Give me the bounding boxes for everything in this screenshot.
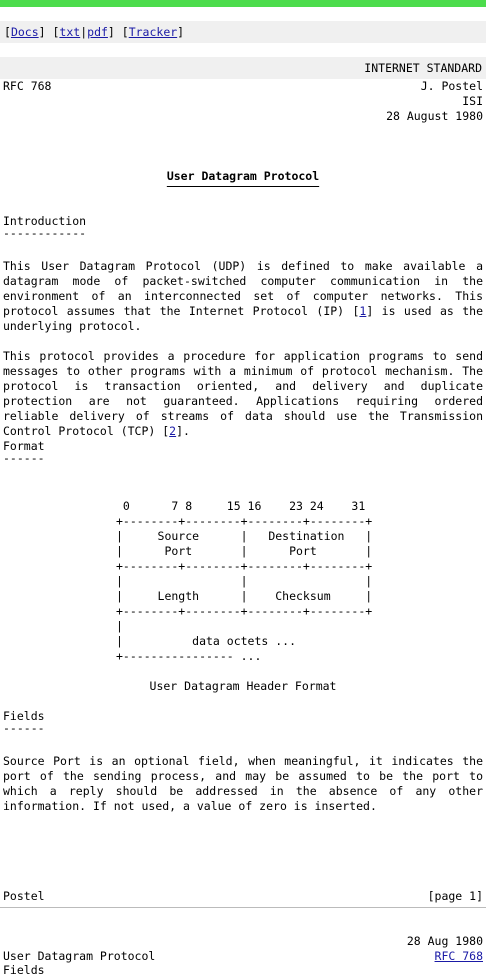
running-header-title: User Datagram Protocol bbox=[3, 949, 156, 963]
nav-bracket: ] bbox=[177, 25, 185, 39]
fields-heading: Fields bbox=[3, 709, 45, 723]
txt-link[interactable]: txt bbox=[59, 25, 81, 39]
udp-header-diagram: 0 7 8 15 16 23 24 31 +--------+--------+--------+--------+ | Source | Destination | | Port | Port | +--------+--------+--------+--------+ | | | | Length | Checksum | +--------+--------+--------+--------+ | | data octets ... +---------------- ... bbox=[116, 499, 373, 663]
intro-paragraph-2 bbox=[3, 349, 483, 439]
pdf-link[interactable]: pdf bbox=[87, 25, 108, 39]
intro-paragraph-1 bbox=[3, 259, 483, 334]
diagram-caption: User Datagram Header Format bbox=[149, 679, 337, 693]
rfc-768-link[interactable]: RFC 768 bbox=[434, 949, 483, 963]
page-number: [page 1] bbox=[427, 889, 483, 903]
docs-link[interactable]: Docs bbox=[10, 25, 39, 39]
footer-author: Postel bbox=[3, 889, 45, 903]
nav-bar bbox=[0, 21, 486, 43]
intro-underline: ------------ bbox=[3, 226, 87, 240]
nav-pipe: | bbox=[80, 25, 88, 39]
document-title: User Datagram Protocol bbox=[166, 169, 320, 183]
nav-bracket: [ bbox=[4, 25, 11, 39]
source-port-paragraph: Source Port is an optional field, when meaningful, it indicates the port of the sending process, and may be assumed to be the port to which a reply should be addressed in the absence of any other information. If not used, a value of zero is inserted. bbox=[3, 754, 483, 813]
format-heading: Format bbox=[3, 439, 45, 453]
ref-2-link[interactable]: 2 bbox=[169, 424, 177, 438]
intro-text: This User Datagram Protocol (UDP) is defined to make available a datagram mode of packet-switched computer communication in the environment of an interconnected set of computer networks. This protocol assumes that the Internet Protocol (IP) [ bbox=[3, 259, 483, 318]
document-body bbox=[0, 79, 486, 979]
fields-underline: ------ bbox=[3, 721, 45, 735]
nav-separator: ] [ bbox=[38, 25, 60, 39]
nav-separator: ] [ bbox=[107, 25, 129, 39]
format-underline: ------ bbox=[3, 451, 45, 465]
publication-date: 28 August 1980 bbox=[386, 109, 483, 123]
section-fields-label: Fields bbox=[3, 963, 45, 977]
intro-text: ] is used as the underlying protocol. bbox=[3, 304, 483, 333]
top-accent-bar bbox=[0, 0, 486, 7]
status-banner: INTERNET STANDARD bbox=[0, 57, 486, 79]
rfc-number: RFC 768 bbox=[3, 79, 52, 93]
running-header-date: 28 Aug 1980 bbox=[406, 934, 483, 948]
page-divider bbox=[0, 907, 486, 908]
intro-text: This protocol provides a procedure for application programs to send messages to other programs with a minimum of protocol mechanism. The protocol is transaction oriented, and delivery and duplicate protection are not guaranteed. Applications requiring ordered reliable delivery of streams of data should use the Transmission Control Protocol (TCP) [ bbox=[3, 349, 483, 438]
organization: ISI bbox=[462, 94, 483, 108]
intro-text: ]. bbox=[176, 424, 190, 438]
tracker-link[interactable]: Tracker bbox=[128, 25, 178, 39]
ref-1-link[interactable]: 1 bbox=[359, 304, 367, 318]
intro-heading: Introduction bbox=[3, 214, 87, 228]
author: J. Postel bbox=[420, 79, 483, 93]
